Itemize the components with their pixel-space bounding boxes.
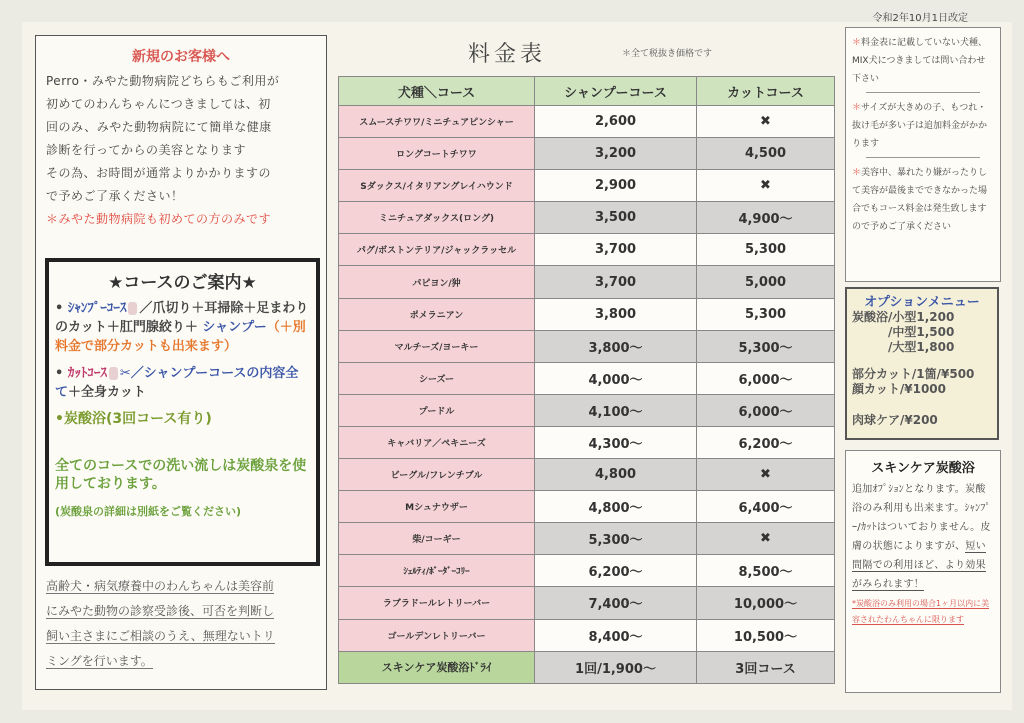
shampoo-price-cell: 3,800 (535, 298, 697, 330)
shampoo-course-description: • ｼｬﾝﾌﾟｰｺｰｽ ／爪切り＋耳掃除＋足まわりのカット＋肛門腺絞り＋ シャンプー（＋別料金で部分カットも出来ます） (55, 301, 309, 354)
shampoo-price-cell: 3,200 (535, 138, 697, 170)
shampoo-price-cell: 4,300〜 (535, 426, 697, 458)
cut-course-name: ｶｯﾄｺｰｽ (67, 366, 107, 381)
new-customer-panel (35, 35, 327, 690)
shampoo-price-cell: 4,100〜 (535, 394, 697, 426)
table-row (339, 234, 835, 266)
table-row (339, 394, 835, 426)
cut-price-cell: 6,400〜 (697, 491, 835, 523)
intro-line: その為、お時間が通常よりかかりますの (46, 166, 272, 180)
breed-cell: ロングコートチワワ (339, 138, 535, 170)
shampoo-price-cell: 4,800〜 (535, 491, 697, 523)
senior-note-line: 高齢犬・病気療養中のわんちゃんは美容前 (46, 579, 275, 593)
header-cut: カットコース (697, 77, 835, 106)
shampoo-price-cell: 7,400〜 (535, 587, 697, 619)
shampoo-bottle-icon (109, 367, 118, 380)
table-row (339, 491, 835, 523)
note-item (852, 34, 994, 88)
shampoo-label: シャンプー (202, 320, 267, 335)
carbonated-bath-course: •炭酸浴(3回コース有り) (55, 411, 212, 427)
cut-price-cell: 4,900〜 (697, 202, 835, 234)
shampoo-price-cell: 3,700 (535, 234, 697, 266)
asterisk-icon: ＊ (852, 103, 862, 113)
skincare-highlight: 短い間隔での利用ほど、より効果がみられます！ (852, 541, 986, 590)
intro-line: Perro・みやた動物病院どちらもご利用が (46, 74, 280, 88)
skincare-title: スキンケア炭酸浴 (871, 461, 975, 476)
shampoo-price-cell: 5,300〜 (535, 523, 697, 555)
option-line: 肉球ケア/¥200 (852, 413, 938, 427)
header-shampoo: シャンプーコース (535, 77, 697, 106)
skincare-text: 追加ｵﾌﾟｼｮﾝとなります。炭酸浴のみ利用も出来ます。ｼｬﾝﾌﾟｰ/ｶｯﾄはついておりません。皮膚の状態によりますが、 (852, 484, 991, 552)
breed-cell: スムースチワワ/ミニチュアピンシャー (339, 106, 535, 138)
breed-cell: マルチーズ/ヨーキー (339, 330, 535, 362)
breed-cell: 柴/コーギー (339, 523, 535, 555)
senior-dog-note (46, 574, 318, 674)
shampoo-price-cell: 6,200〜 (535, 555, 697, 587)
breed-cell: パピヨン/狆 (339, 266, 535, 298)
table-row (339, 619, 835, 651)
table-row (339, 362, 835, 394)
skincare-description (852, 480, 994, 594)
intro-line: 初めてのわんちゃんにつきましては、初 (46, 97, 271, 111)
breed-cell: ｼｪﾙﾃｨ/ﾎﾞｰﾀﾞｰｺﾘｰ (339, 555, 535, 587)
breed-cell: Sダックス/イタリアングレイハウンド (339, 170, 535, 202)
new-customer-title: 新規のお客様へ (132, 49, 230, 65)
breed-cell: プードル (339, 394, 535, 426)
cut-price-cell: ✖ (697, 459, 835, 491)
senior-note-line: ミングを行います。 (46, 654, 153, 668)
shampoo-price-cell: 4,800 (535, 459, 697, 491)
cut-course-text: ✂／シャンプーコースの内容全て (55, 366, 299, 400)
note-text: サイズが大きめの子、もつれ・抜け毛が多い子は追加料金がかかります (852, 103, 988, 149)
cut-price-cell: ✖ (697, 523, 835, 555)
cut-price-cell: 5,300 (697, 234, 835, 266)
shampoo-price-cell: 3,500 (535, 202, 697, 234)
skincare-condition-text: *炭酸浴のみ利用の場合1ヶ月以内に美容されたわんちゃんに限ります (852, 599, 990, 624)
intro-line: 回のみ、みやた動物病院にて簡単な健康 (46, 120, 272, 134)
cut-price-cell: ✖ (697, 106, 835, 138)
breed-cell: Mシュナウザー (339, 491, 535, 523)
shampoo-course-name: ｼｬﾝﾌﾟｰｺｰｽ (67, 301, 127, 316)
option-menu-title: オプションメニュー (864, 295, 980, 310)
cut-price-cell: 6,000〜 (697, 362, 835, 394)
breed-cell: シーズー (339, 362, 535, 394)
breed-cell: パグ/ボストンテリア/ジャックラッセル (339, 234, 535, 266)
breed-cell: ゴールデンレトリーバー (339, 619, 535, 651)
shampoo-price-cell: 2,900 (535, 170, 697, 202)
cut-price-cell: ✖ (697, 170, 835, 202)
skincare-condition (852, 596, 994, 628)
shampoo-price-cell: 3,700 (535, 266, 697, 298)
intro-line: 診断を行ってからの美容となります (46, 143, 247, 157)
table-row (339, 170, 835, 202)
header-breed: 犬種＼コース (339, 77, 535, 106)
skincare-course-cell: 3回コース (697, 651, 835, 683)
carbonated-spring-detail: (炭酸泉の詳細は別紙をご覧ください) (55, 505, 242, 518)
note-text: 料金表に記載していない犬種、MIX犬につきましては問い合わせ下さい (852, 38, 988, 84)
option-line: 部分カット/1箇/¥500 (852, 367, 975, 381)
table-row (339, 202, 835, 234)
shampoo-price-cell: 2,600 (535, 106, 697, 138)
course-guide-title: ★コースのご案内★ (108, 273, 257, 293)
cut-price-cell: 6,000〜 (697, 394, 835, 426)
senior-note-line: にみやた動物の診察受診後、可否を判断し (46, 604, 275, 618)
option-line: /中型1,500 (852, 325, 955, 339)
note-text: 美容中、暴れたり嫌がったりして美容が最後までできなかった場合でもコース料金は発生致しますので予めご了承ください (852, 168, 988, 232)
price-table-header (339, 77, 835, 106)
breed-cell: ポメラニアン (339, 298, 535, 330)
price-table-subtitle: ＊全て税抜き価格です (622, 49, 713, 59)
shampoo-price-cell: 3,800〜 (535, 330, 697, 362)
cut-course-description: • ｶｯﾄｺｰｽ ✂／シャンプーコースの内容全て＋全身カット (55, 366, 299, 400)
divider (866, 157, 980, 158)
course-guide-box (45, 258, 320, 566)
table-row (339, 106, 835, 138)
breed-cell: ビーグル/フレンチブル (339, 459, 535, 491)
asterisk-icon: ＊ (852, 168, 862, 178)
shampoo-bottle-icon (128, 302, 137, 315)
table-row (339, 138, 835, 170)
skincare-price-cell: 1回/1,900〜 (535, 651, 697, 683)
option-line: /大型1,800 (852, 340, 955, 354)
new-customer-intro (36, 66, 326, 231)
table-row (339, 330, 835, 362)
table-row (339, 266, 835, 298)
cut-price-cell: 5,000 (697, 266, 835, 298)
carbonated-spring-note: 全てのコースでの洗い流しは炭酸泉を使用しております。 (55, 458, 307, 492)
shampoo-course-text: ／爪切り＋耳掃除＋足まわりのカット＋肛門腺絞り＋ (55, 301, 309, 335)
skincare-cell: スキンケア炭酸浴ﾄﾞﾗｲ (339, 651, 535, 683)
shampoo-price-cell: 8,400〜 (535, 619, 697, 651)
notes-panel (845, 27, 1001, 282)
table-row (339, 523, 835, 555)
cut-price-cell: 8,500〜 (697, 555, 835, 587)
cut-price-cell: 10,500〜 (697, 619, 835, 651)
table-row (339, 298, 835, 330)
skincare-row (339, 651, 835, 683)
breed-cell: ラブラドールレトリーバー (339, 587, 535, 619)
table-row (339, 555, 835, 587)
cut-price-cell: 5,300 (697, 298, 835, 330)
price-table (338, 76, 835, 684)
note-item (852, 99, 994, 153)
option-line: 炭酸浴/小型1,200 (852, 310, 955, 324)
shampoo-price-cell: 4,000〜 (535, 362, 697, 394)
cut-course-extra: ＋全身カット (68, 385, 146, 400)
revised-date: 令和2年10月1日改定 (872, 13, 968, 24)
table-row (339, 426, 835, 458)
table-row (339, 587, 835, 619)
shampoo-course-extra: （＋別料金で部分カットも出来ます） (55, 320, 306, 354)
option-menu-panel (845, 287, 999, 440)
breed-cell: ミニチュアダックス(ロング) (339, 202, 535, 234)
intro-note: ＊みやた動物病院も初めての方のみです (46, 212, 272, 226)
skincare-panel (845, 450, 1001, 693)
cut-price-cell: 5,300〜 (697, 330, 835, 362)
price-table-title: 料金表 (468, 42, 547, 67)
divider (866, 92, 980, 93)
breed-cell: キャバリア／ペキニーズ (339, 426, 535, 458)
intro-line: で予めご了承ください！ (46, 189, 184, 203)
note-item (852, 164, 994, 236)
asterisk-icon: ＊ (852, 38, 862, 48)
senior-note-line: 飼い主さまにご相談のうえ、無理ないトリ (46, 629, 275, 643)
option-line: 顔カット/¥1000 (852, 382, 947, 396)
table-row (339, 459, 835, 491)
cut-price-cell: 6,200〜 (697, 426, 835, 458)
cut-price-cell: 4,500 (697, 138, 835, 170)
cut-price-cell: 10,000〜 (697, 587, 835, 619)
